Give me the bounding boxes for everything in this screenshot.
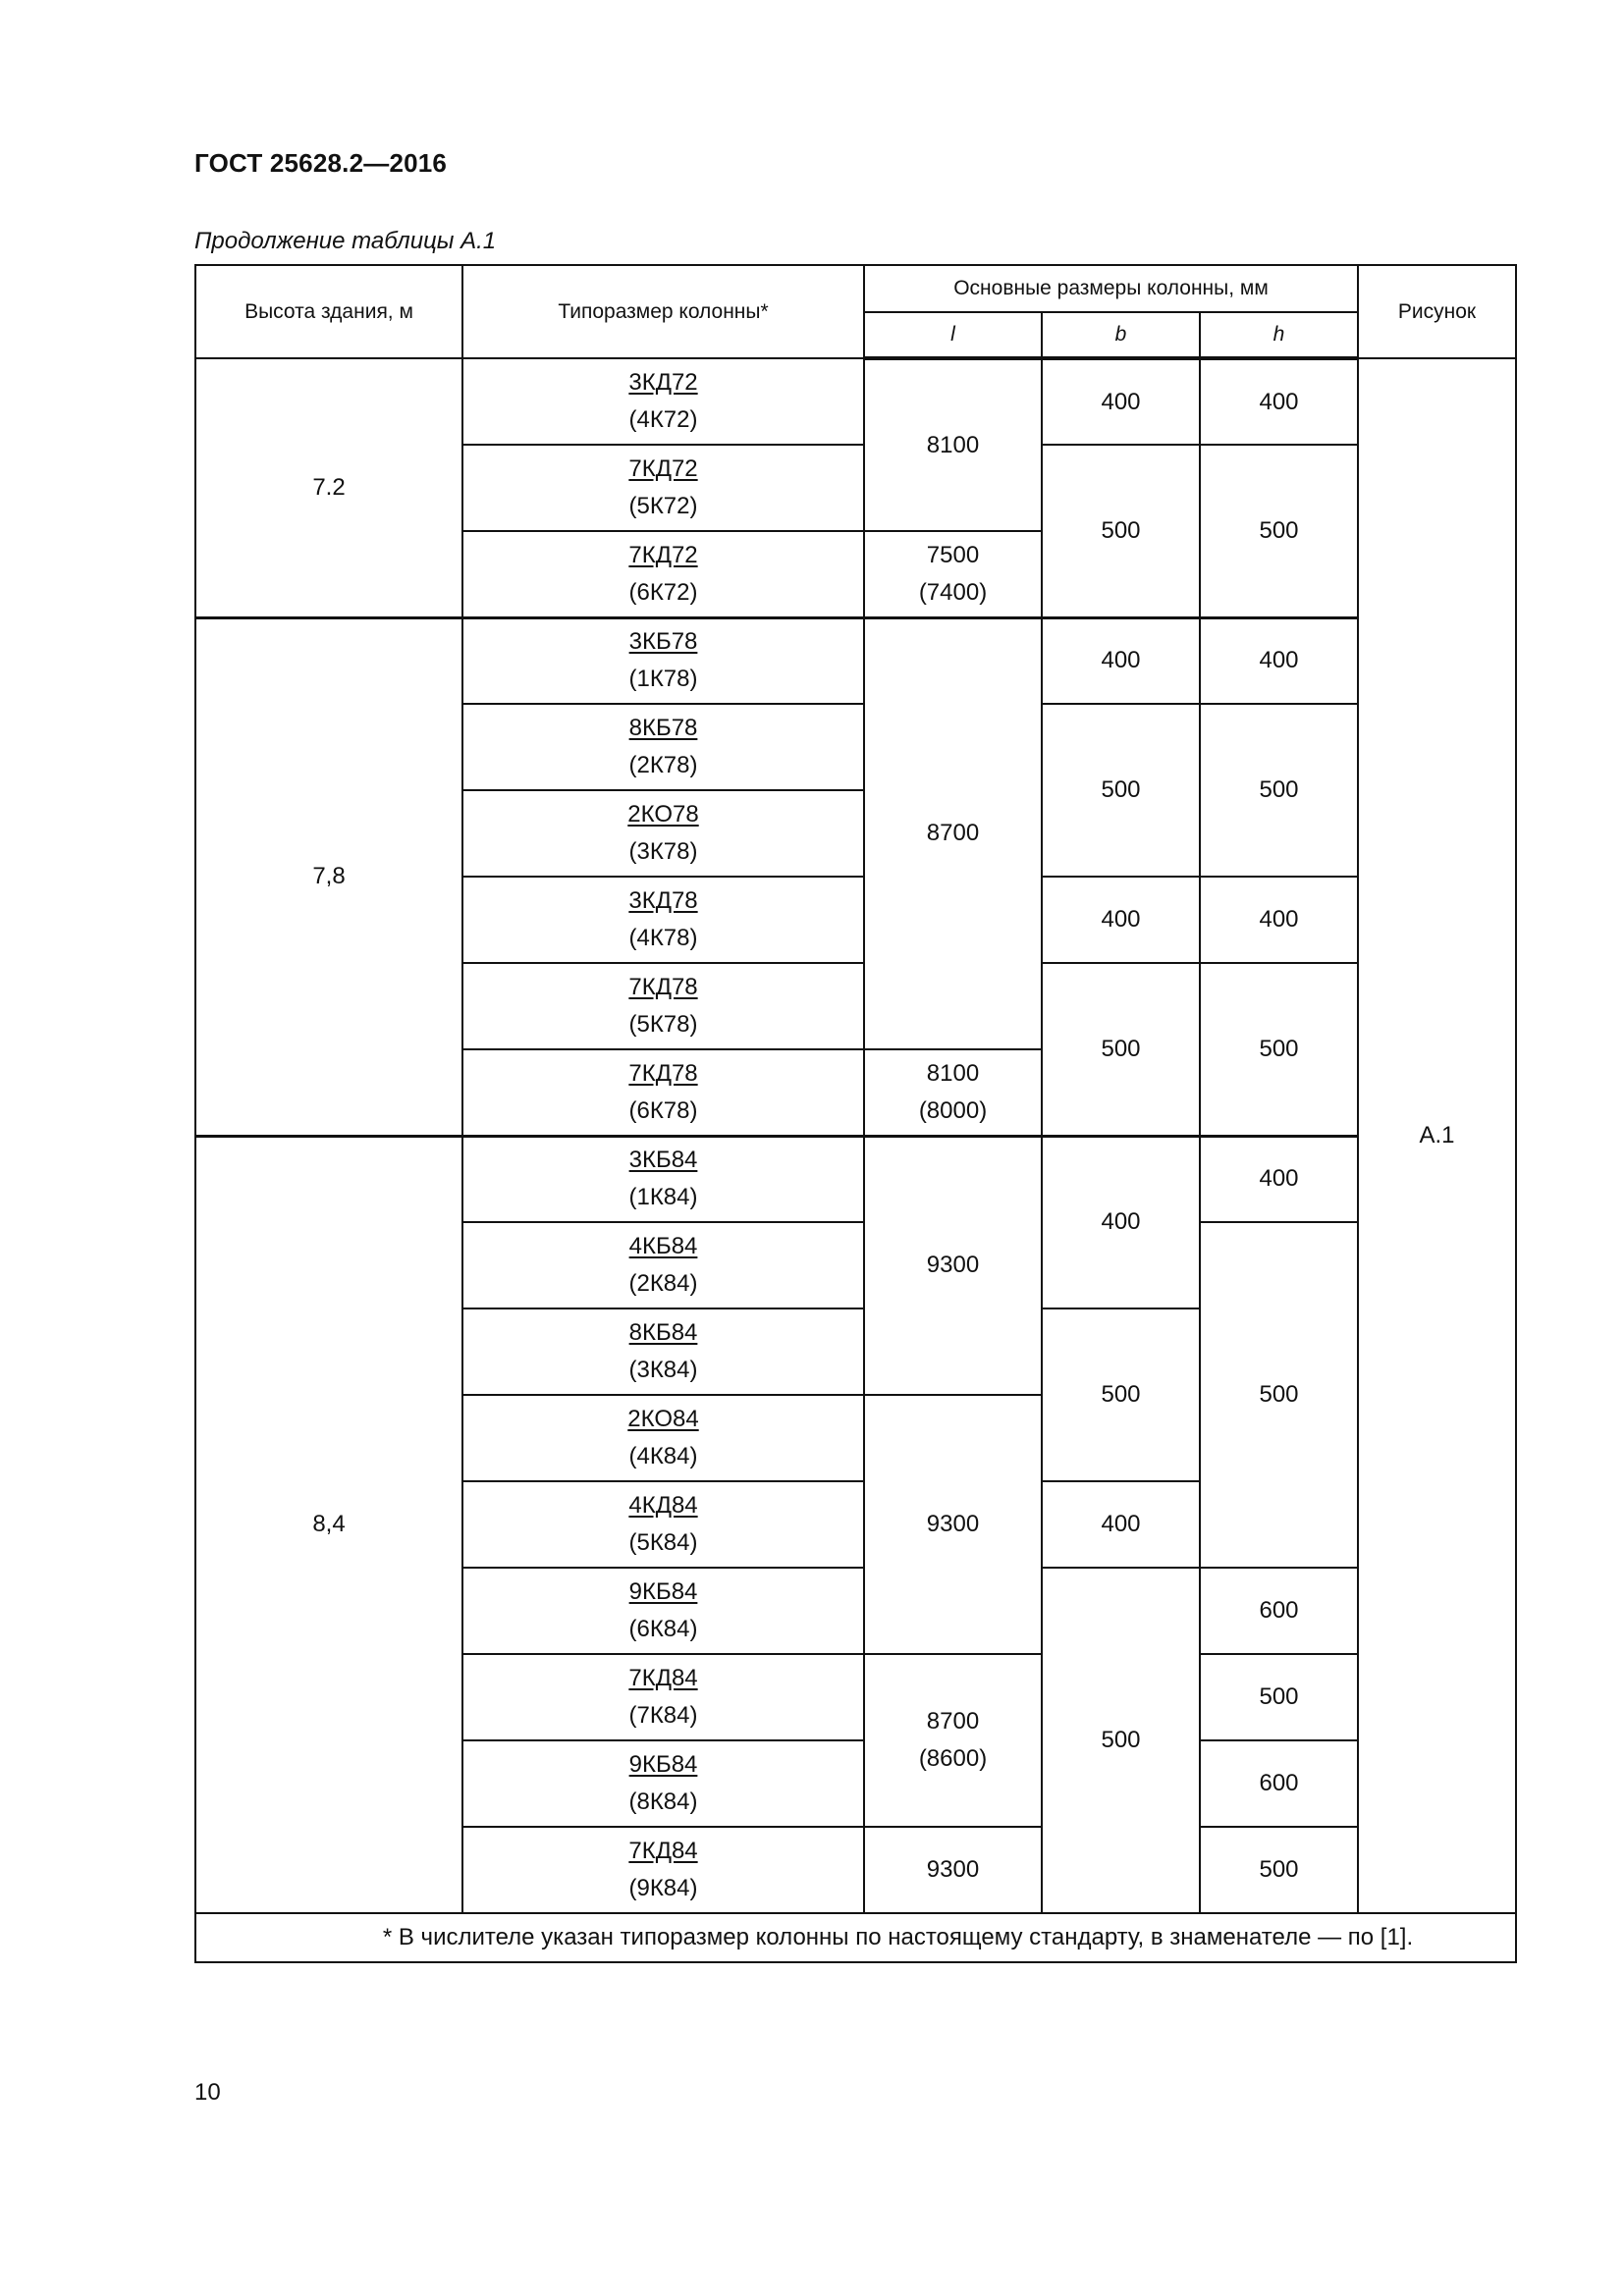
type-denominator: (5К78) [628, 1011, 698, 1038]
h-cell: 500 [1200, 963, 1358, 1136]
header-main-dimensions: Основные размеры колонны, мм [864, 265, 1358, 312]
l-alt-value: (8000) [918, 1096, 988, 1124]
type-numerator: 7КД84 [628, 1838, 698, 1864]
type-denominator: (2К78) [628, 752, 698, 778]
column-type-cell [462, 1136, 864, 1222]
l-cell [864, 1654, 1042, 1827]
type-numerator: 4КБ84 [628, 1233, 698, 1259]
table-continuation-caption: Продолжение таблицы А.1 [194, 228, 497, 254]
type-denominator: (5К72) [628, 493, 698, 519]
type-denominator: (6К78) [628, 1096, 698, 1124]
b-cell: 400 [1042, 1481, 1200, 1568]
b-cell: 500 [1042, 963, 1200, 1136]
header-l: l [864, 312, 1042, 358]
header-h: h [1200, 312, 1358, 358]
type-numerator: 7КД72 [628, 455, 698, 482]
column-type-cell [462, 963, 864, 1049]
type-denominator: (3К78) [628, 838, 698, 865]
type-denominator: (3К84) [628, 1357, 698, 1383]
column-type-cell [462, 877, 864, 963]
type-denominator: (9К84) [628, 1875, 698, 1901]
l-cell [864, 1049, 1042, 1136]
column-type-cell [462, 1654, 864, 1740]
b-cell: 500 [1042, 445, 1200, 617]
column-type-cell [462, 1308, 864, 1395]
document-title: ГОСТ 25628.2—2016 [194, 148, 448, 178]
column-type-cell [462, 617, 864, 704]
column-type-cell [462, 1222, 864, 1308]
h-cell: 600 [1200, 1568, 1358, 1654]
type-denominator: (8К84) [628, 1789, 698, 1815]
l-value: 8100 [926, 1059, 980, 1087]
header-figure: Рисунок [1358, 265, 1516, 358]
b-cell: 500 [1042, 1308, 1200, 1481]
h-cell: 500 [1200, 1654, 1358, 1740]
column-type-cell [462, 1568, 864, 1654]
b-cell: 500 [1042, 1568, 1200, 1913]
header-b: b [1042, 312, 1200, 358]
h-cell: 400 [1200, 877, 1358, 963]
h-cell: 400 [1200, 358, 1358, 445]
b-cell: 500 [1042, 704, 1200, 877]
l-cell [864, 531, 1042, 617]
type-denominator: (4К78) [628, 925, 698, 951]
h-cell: 500 [1200, 1222, 1358, 1568]
columns-dimensions-table [194, 264, 1517, 1963]
column-type-cell [462, 358, 864, 445]
l-cell: 8100 [864, 358, 1042, 531]
type-numerator: 2КО84 [627, 1406, 699, 1432]
type-numerator: 8КБ84 [628, 1319, 698, 1346]
header-column-type: Типоразмер колонны* [462, 265, 864, 358]
column-type-cell [462, 1481, 864, 1568]
l-cell: 9300 [864, 1136, 1042, 1395]
h-cell: 500 [1200, 1827, 1358, 1913]
type-denominator: (5К84) [628, 1529, 698, 1556]
l-alt-value: (8600) [918, 1745, 988, 1772]
building-height-cell: 7.2 [195, 358, 462, 617]
h-cell: 400 [1200, 1136, 1358, 1222]
column-type-cell [462, 1049, 864, 1136]
type-denominator: (2К84) [628, 1270, 698, 1297]
footnote-row [195, 1913, 1516, 1962]
b-cell: 400 [1042, 358, 1200, 445]
type-denominator: (1К84) [628, 1184, 698, 1211]
type-denominator: (4К72) [628, 406, 698, 433]
table-row [195, 358, 1516, 445]
table-footnote: * В числителе указан типоразмер колонны по настоящему стандарту, в знаменателе — по [1]. [195, 1913, 1516, 1962]
type-numerator: 7КД84 [628, 1665, 698, 1691]
l-cell: 9300 [864, 1827, 1042, 1913]
column-type-cell [462, 1395, 864, 1481]
l-value: 7500 [926, 541, 980, 568]
type-denominator: (7К84) [628, 1702, 698, 1729]
type-numerator: 9КБ84 [628, 1578, 698, 1605]
column-type-cell [462, 1740, 864, 1827]
type-numerator: 9КБ84 [628, 1751, 698, 1778]
h-cell: 500 [1200, 704, 1358, 877]
b-cell: 400 [1042, 617, 1200, 704]
column-type-cell [462, 531, 864, 617]
table-row [195, 1136, 1516, 1222]
b-cell: 400 [1042, 1136, 1200, 1308]
column-type-cell [462, 1827, 864, 1913]
type-numerator: 3КБ78 [628, 628, 698, 656]
column-type-cell [462, 790, 864, 877]
h-cell: 500 [1200, 445, 1358, 617]
column-type-cell [462, 445, 864, 531]
type-numerator: 3КБ84 [628, 1147, 698, 1174]
l-alt-value: (7400) [918, 578, 988, 606]
type-numerator: 8КБ78 [628, 715, 698, 741]
type-denominator: (4К84) [628, 1443, 698, 1469]
type-numerator: 7КД78 [628, 974, 698, 1000]
l-cell: 9300 [864, 1395, 1042, 1654]
type-denominator: (1К78) [628, 666, 698, 693]
column-type-cell [462, 704, 864, 790]
h-cell: 400 [1200, 617, 1358, 704]
building-height-cell: 8,4 [195, 1136, 462, 1913]
h-cell: 600 [1200, 1740, 1358, 1827]
type-numerator: 2КО78 [627, 801, 699, 828]
building-height-cell: 7,8 [195, 617, 462, 1136]
l-cell: 8700 [864, 617, 1042, 1049]
type-numerator: 4КД84 [628, 1492, 698, 1519]
l-value: 8700 [926, 1708, 980, 1735]
type-denominator: (6К72) [628, 578, 698, 606]
page-number: 10 [194, 2079, 221, 2106]
table-row [195, 617, 1516, 704]
type-numerator: 3КД72 [628, 369, 698, 396]
type-numerator: 7КД78 [628, 1059, 698, 1087]
figure-cell: А.1 [1358, 358, 1516, 1913]
b-cell: 400 [1042, 877, 1200, 963]
type-numerator: 7КД72 [628, 541, 698, 568]
header-building-height: Высота здания, м [195, 265, 462, 358]
type-denominator: (6К84) [628, 1616, 698, 1642]
type-numerator: 3КД78 [628, 887, 698, 914]
